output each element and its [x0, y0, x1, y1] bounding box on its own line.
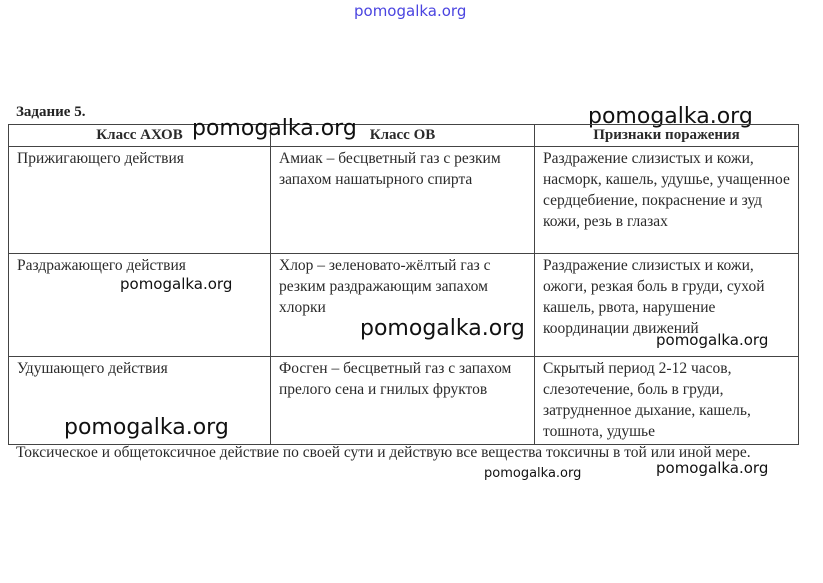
- footnote: Токсическое и общетоксичное действие по своей сути и действую все вещества токсичны в той или иной мере.: [16, 444, 751, 461]
- table-cell: Удушающего действия: [9, 357, 271, 445]
- watermark: pomogalka.org: [64, 415, 229, 440]
- watermark: pomogalka.org: [656, 459, 769, 477]
- header-class-ov: Класс ОВ: [271, 125, 535, 147]
- table-cell: Раздражение слизистых и кожи, насморк, кашель, удушье, учащенное сердцебиение, покраснение и зуд кожи, резь в глазах: [535, 147, 799, 254]
- watermark-top[interactable]: pomogalka.org: [354, 2, 467, 20]
- table-row: [9, 147, 799, 254]
- header-symptoms: Признаки поражения: [535, 125, 799, 147]
- table-cell: Раздражение слизистых и кожи, ожоги, резкая боль в груди, сухой кашель, рвота, нарушение координации движений: [535, 254, 799, 357]
- header-class-ahov: Класс АХОВ: [9, 125, 271, 147]
- watermark: pomogalka.org: [192, 116, 357, 141]
- table-cell: Амиак – бесцветный газ с резким запахом нашатырного спирта: [271, 147, 535, 254]
- watermark: pomogalka.org: [360, 316, 525, 341]
- task-title: Задание 5.: [16, 104, 86, 120]
- table-cell: Хлор – зеленовато-жёлтый газ с резким раздражающим запахом хлорки: [271, 254, 535, 357]
- watermark: pomogalka.org: [656, 331, 769, 349]
- table-header-row: [9, 125, 799, 147]
- table-cell: Прижигающего действия: [9, 147, 271, 254]
- table-cell: Скрытый период 2-12 часов, слезотечение, боль в груди, затрудненное дыхание, кашель, тошнота, удушье: [535, 357, 799, 445]
- table-cell: Раздражающего действия: [9, 254, 271, 357]
- watermark: pomogalka.org: [484, 466, 582, 481]
- table-cell: Фосген – бесцветный газ с запахом прелого сена и гнилых фруктов: [271, 357, 535, 445]
- watermark: pomogalka.org: [588, 104, 753, 129]
- watermark: pomogalka.org: [120, 275, 233, 293]
